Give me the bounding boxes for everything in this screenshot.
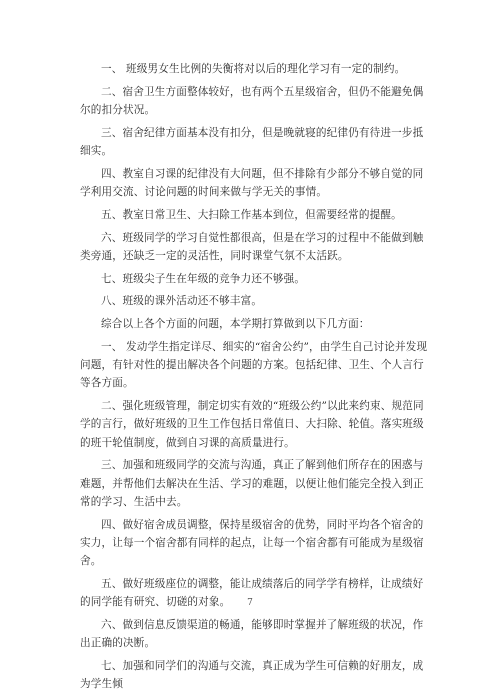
paragraph: 三、加强和班级同学的交流与沟通，真正了解到他们所存在的困惑与难题，并帮他们去解决在生活、学习的难题，以便让他们能完全投入到正常的学习、生活中去。: [80, 459, 424, 508]
paragraph: 七、加强和同学们的沟通与交流，真正成为学生可信赖的好朋友，成为学生倾: [80, 659, 424, 690]
paragraph: 六、做到信息反馈渠道的畅通，能够即时掌握并了解班级的状况，作出正确的决断。: [80, 618, 424, 649]
paragraph: 一、 班级男女生比例的失衡将对以后的理化学习有一定的制约。: [101, 63, 406, 75]
paragraph: 四、教室自习课的纪律没有大问题，但不排除有少部分不够自觉的同学利用交流、讨论问题的时间来做与学无关的事情。: [80, 167, 424, 198]
paragraph: 二、强化班级管理，制定切实有效的“班级公约”以此来约束、规范同学的言行，做好班级的卫生工作包括日常值日、大扫除、轮值。落实班级的班干轮值制度，做到自习课的高质量进行。: [80, 400, 424, 449]
paragraph: 二、宿舍卫生方面整体较好，也有两个五星级宿舍，但仍不能避免偶尔的扣分状况。: [80, 85, 424, 116]
paragraph: 三、宿舍纪律方面基本没有扣分，但是晚就寝的纪律仍有待进一步抵细实。: [80, 126, 424, 157]
paragraph: 八、班级的课外活动还不够丰富。: [101, 295, 263, 308]
paragraph: 四、做好宿舍成员调整，保持星级宿舍的优势，同时平均各个宿舍的实力，让每一个宿舍都有同样的起点，让每一个宿舍都有可能成为星级宿舍。: [80, 518, 424, 567]
paragraph: 六、班级同学的学习自觉性都很高，但是在学习的过程中不能做到触类旁通，还缺乏一定的灵活性，同时课堂气氛不太活跃。: [80, 231, 424, 262]
paragraph: 七、班级尖子生在年级的竞争力还不够强。: [101, 272, 306, 285]
paragraph: 五、做好班级座位的调整，能让成绩落后的同学学有榜样，让成绩好的同学能有研究、切磋的对象。: [80, 577, 424, 608]
paragraph: 一、 发动学生指定详尽、细实的“宿舍公约”，由学生自己讨论并发现问题，有针对性的提出解决各个问题的方案。包括纪律、卫生、个人言行等各方面。: [80, 340, 428, 390]
paragraph: 五、教室日常卫生、大扫除工作基本到位，但需要经常的提醒。: [101, 208, 402, 221]
page-number: 7: [247, 598, 253, 608]
paragraph: 综合以上各个方面的问题，本学期打算做到以下几方面：: [101, 318, 370, 331]
